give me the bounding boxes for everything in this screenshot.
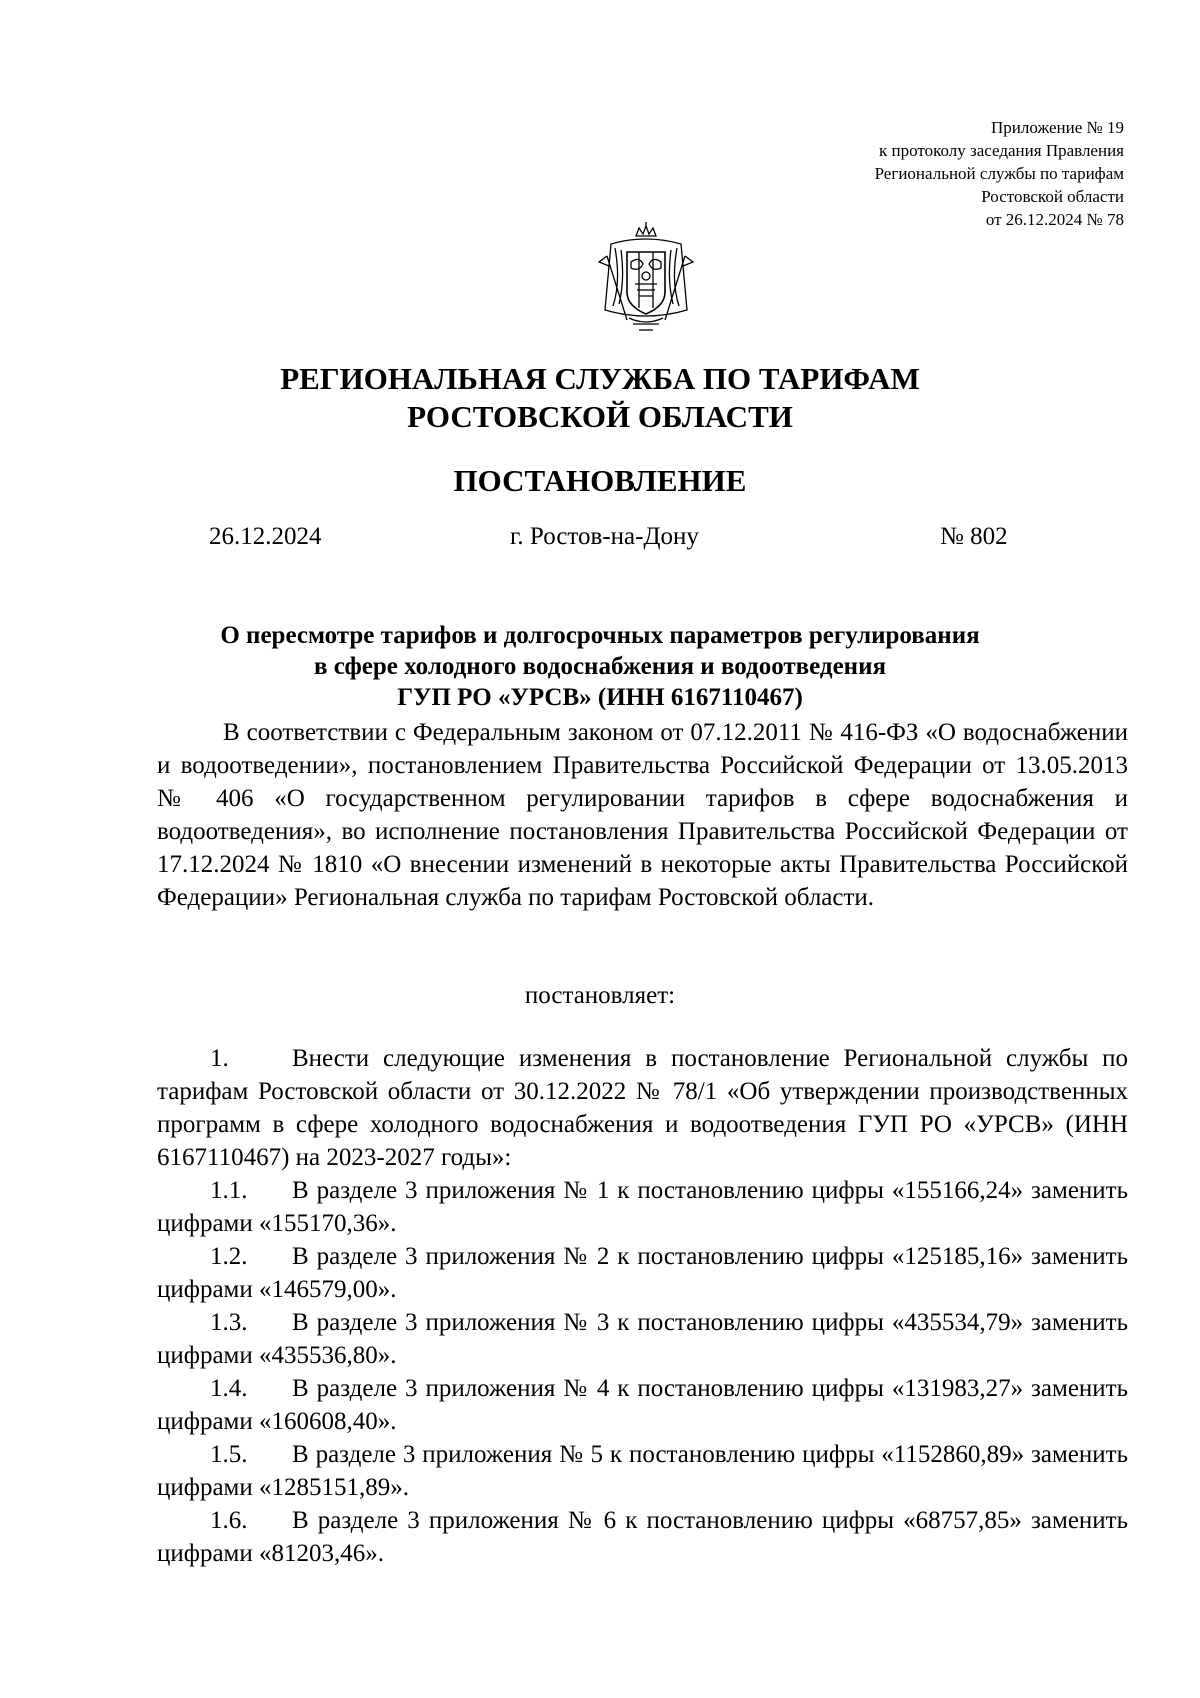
item-number: 1.1. [210,1177,248,1204]
item-number: 1.2. [210,1243,248,1270]
list-item [157,1174,1128,1240]
list-item [157,1504,1128,1570]
list-item [157,1240,1128,1306]
preamble-paragraph: В соответствии с Федеральным законом от 07.12.2011 № 416-ФЗ «О водоснабжении и водоотведении», постановлением Правительства Российской Федерации от 13.05.2013 № 406 «О государственном регулировании тарифов в сфере водоснабжения и водоотведения», во исполнение постановления Правительства Российской Федерации от 17.12.2024 № 1810 «О внесении изменений в некоторые акты Правительства Российской Федерации» Региональная служба по тарифам Ростовской области. [157,719,1128,911]
item-text: В разделе 3 приложения № 2 к постановлению цифры «125185,16» заменить цифрами «146579,00». [157,1243,1128,1303]
resolve-word: постановляет: [524,982,676,1009]
document-type: ПОСТАНОВЛЕНИЕ [453,463,747,498]
item-number: 1. [210,1045,229,1072]
item-number: 1.3. [210,1309,248,1336]
organization-line-2: РОСТОВСКОЙ ОБЛАСТИ [407,399,793,434]
document-subject [0,620,1200,713]
item-text: В разделе 3 приложения № 4 к постановлению цифры «131983,27» заменить цифрами «160608,40». [157,1375,1128,1435]
list-item [157,1306,1128,1372]
document-city: г. Ростов-на-Дону [510,523,699,550]
appendix-line: к протоколу заседания Правления [879,141,1124,160]
items-list [157,1042,1128,1570]
appendix-note [704,116,1124,231]
organization-name [0,360,1200,436]
item-text: Внести следующие изменения в постановление Региональной службы по тарифам Ростовской области от 30.12.2022 № 78/1 «Об утверждении производственных программ в сфере холодного водоснабжения и водоотведения ГУП РО «УРСВ» (ИНН 6167110467) на 2023-2027 годы»: [157,1045,1128,1171]
appendix-line: Региональной службы по тарифам [874,164,1124,183]
subject-line-2: в сфере холодного водоснабжения и водоотведения [313,653,887,680]
list-item [157,1438,1128,1504]
appendix-line: Приложение № 19 [991,118,1124,137]
item-text: В разделе 3 приложения № 3 к постановлению цифры «435534,79» заменить цифрами «435536,80». [157,1309,1128,1369]
item-number: 1.5. [210,1441,248,1468]
subject-line-1: О пересмотре тарифов и долгосрочных параметров регулирования [220,622,980,649]
coat-of-arms-icon [591,222,701,334]
appendix-line: от 26.12.2024 № 78 [985,210,1124,229]
preamble-section [157,716,1128,914]
item-text: В разделе 3 приложения № 6 к постановлению цифры «68757,85» заменить цифрами «81203,46». [157,1507,1128,1567]
document-date: 26.12.2024 [209,523,322,550]
item-text: В разделе 3 приложения № 1 к постановлению цифры «155166,24» заменить цифрами «155170,36». [157,1177,1128,1237]
subject-line-3: ГУП РО «УРСВ» (ИНН 6167110467) [397,684,803,711]
item-number: 1.4. [210,1375,248,1402]
list-item [157,1042,1128,1174]
organization-line-1: РЕГИОНАЛЬНАЯ СЛУЖБА ПО ТАРИФАМ [280,361,920,396]
document-number: № 802 [940,523,1008,550]
appendix-line: Ростовской области [981,187,1124,206]
item-text: В разделе 3 приложения № 5 к постановлению цифры «1152860,89» заменить цифрами «1285151,89». [157,1441,1128,1501]
item-number: 1.6. [210,1507,248,1534]
list-item [157,1372,1128,1438]
